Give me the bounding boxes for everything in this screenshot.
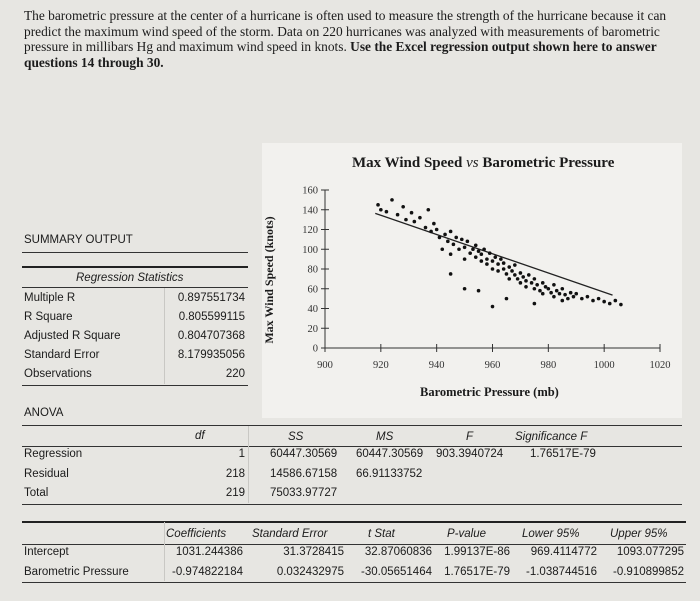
data-point: [519, 281, 523, 285]
data-point: [608, 302, 612, 306]
data-point: [555, 289, 559, 293]
data-point: [533, 302, 537, 306]
data-point: [619, 303, 623, 307]
data-point: [614, 299, 618, 303]
data-point: [591, 299, 595, 303]
data-point: [401, 205, 405, 209]
anova-cell-ss: 14586.67158: [270, 468, 338, 480]
data-point: [547, 287, 551, 291]
coef-header-rule: [22, 544, 686, 545]
data-point: [507, 265, 511, 269]
data-point: [560, 287, 564, 291]
data-point: [385, 210, 389, 214]
data-point: [602, 300, 606, 304]
data-point: [524, 279, 528, 283]
chart-x-axis-label: Barometric Pressure (mb): [420, 385, 559, 399]
anova-cell-label: Residual: [24, 468, 69, 480]
data-point: [413, 220, 417, 224]
data-point: [533, 277, 537, 281]
data-point: [502, 267, 506, 271]
summary-title: SUMMARY OUTPUT: [24, 234, 133, 246]
data-point: [477, 249, 481, 253]
data-point: [530, 281, 534, 285]
anova-cell-f: 903.3940724: [436, 448, 504, 460]
x-tick-label: 960: [484, 360, 501, 371]
data-point: [429, 230, 433, 234]
col-line: [164, 522, 165, 581]
data-point: [493, 255, 497, 259]
coef-cell-t: 32.87060836: [364, 546, 432, 558]
intro-instruction: Use the Excel regression output shown here to answer questions 14 through 30.: [24, 39, 657, 70]
data-point: [586, 295, 590, 299]
data-point: [482, 247, 486, 251]
reg-stat-value: 220: [225, 368, 245, 380]
data-point: [432, 222, 436, 226]
data-point: [496, 269, 500, 273]
data-point: [471, 247, 475, 251]
reg-stat-value: 0.805599115: [178, 311, 245, 323]
coef-cell-coef: 1031.244386: [175, 546, 243, 558]
coef-cell-p: 1.76517E-79: [444, 566, 510, 578]
trendline: [375, 213, 612, 295]
data-point: [457, 247, 461, 251]
y-tick-label: 20: [307, 323, 318, 335]
data-point: [491, 267, 495, 271]
coef-cell-se: 0.032432975: [276, 566, 344, 578]
data-point: [435, 228, 439, 232]
x-tick-label: 920: [372, 360, 389, 371]
data-point: [560, 299, 564, 303]
anova-cell-sig: 1.76517E-79: [530, 448, 596, 460]
coef-header-t: t Stat: [368, 528, 395, 540]
data-point: [424, 226, 428, 230]
intro-text: The barometric pressure at the center of a hurricane is often used to measure the strength of the hurricane because it can predict the maximum wind speed of the storm. Data on 220 hurricanes was analyzed with measurements of barometric pressure in millibars Hg and maximum wind speed in knots.: [24, 8, 667, 55]
data-point: [410, 211, 414, 215]
data-point: [541, 281, 545, 285]
anova-cell-label: Total: [24, 487, 49, 499]
data-point: [466, 240, 470, 244]
data-point: [552, 295, 556, 299]
anova-header-rule: [22, 446, 682, 447]
data-point: [519, 271, 523, 275]
data-point: [541, 292, 545, 296]
data-point: [491, 259, 495, 263]
data-point: [566, 297, 570, 301]
summary-divider: [22, 252, 248, 253]
coef-cell-coef: -0.974822184: [172, 566, 243, 578]
data-point: [533, 287, 537, 291]
coef-cell-lower: 969.4114772: [530, 546, 597, 558]
data-point: [446, 240, 450, 244]
data-point: [452, 243, 456, 247]
reg-stat-value: 8.179935056: [177, 349, 245, 361]
x-tick-label: 940: [428, 360, 445, 371]
y-tick-label: 120: [302, 225, 318, 236]
data-point: [477, 289, 481, 293]
data-point: [418, 216, 422, 220]
data-point: [474, 255, 478, 259]
anova-cell-ms: 66.91133752: [356, 468, 423, 480]
coef-cell-upper: -0.910899852: [613, 566, 684, 578]
data-point: [502, 261, 506, 265]
coef-cell-upper: 1093.077295: [616, 546, 684, 558]
data-point: [572, 295, 576, 299]
anova-header-sig: Significance F: [515, 431, 588, 443]
reg-stat-label: R Square: [24, 311, 73, 323]
data-point: [454, 236, 458, 240]
data-point: [574, 292, 578, 296]
data-point: [597, 297, 601, 301]
reg-stat-value: 0.897551734: [177, 292, 245, 304]
col-line: [248, 426, 249, 503]
coef-cell-t: -30.05651464: [361, 566, 432, 578]
anova-header-df: df: [195, 430, 205, 442]
data-point: [390, 198, 394, 202]
chart-title-end: Barometric Pressure: [482, 155, 615, 171]
data-point: [505, 272, 509, 276]
reg-stat-value: 0.804707368: [177, 330, 245, 342]
anova-cell-df: 1: [238, 448, 245, 460]
x-tick-label: 1000: [593, 360, 615, 371]
coef-header-se: Standard Error: [252, 528, 328, 540]
data-point: [480, 252, 484, 256]
data-point: [480, 259, 484, 263]
reg-stats-bottom-rule: [22, 385, 248, 386]
anova-cell-df: 218: [225, 468, 245, 480]
data-point: [513, 273, 517, 277]
data-point: [463, 287, 467, 291]
chart-title-vs: vs: [466, 155, 479, 171]
anova-header-f: F: [466, 431, 474, 443]
coef-cell-label: Intercept: [24, 546, 69, 558]
coef-cell-se: 31.3728415: [283, 546, 344, 558]
data-point: [535, 283, 539, 287]
reg-stats-title: Regression Statistics: [76, 272, 184, 284]
data-point: [485, 262, 489, 266]
y-tick-label: 40: [307, 304, 318, 315]
coef-cell-p: 1.99137E-86: [444, 546, 510, 558]
data-point: [538, 289, 542, 293]
data-point: [505, 297, 509, 301]
data-point: [499, 257, 503, 261]
data-point: [443, 233, 447, 237]
reg-stats-header-rule: [22, 287, 248, 288]
data-point: [516, 277, 520, 281]
data-point: [580, 297, 584, 301]
y-tick-label: 140: [302, 205, 318, 217]
coef-header-upper: Upper 95%: [610, 528, 668, 540]
reg-stat-label: Multiple R: [24, 292, 76, 304]
anova-top-rule: [22, 425, 682, 426]
data-point: [449, 272, 453, 276]
data-point: [396, 213, 400, 217]
data-point: [521, 275, 525, 279]
anova-header-ss: SS: [288, 431, 304, 443]
chart-title-main: Max Wind Speed: [352, 155, 463, 171]
data-point: [474, 244, 478, 248]
data-point: [376, 203, 380, 207]
anova-cell-ss: 75033.97727: [270, 487, 338, 499]
data-point: [569, 291, 573, 295]
anova-bottom-rule: [22, 504, 682, 505]
coef-cell-label: Barometric Pressure: [24, 566, 129, 578]
data-point: [379, 208, 383, 212]
reg-stat-label: Observations: [24, 368, 92, 380]
data-point: [558, 292, 562, 296]
coef-header-p: P-value: [447, 528, 486, 540]
anova-cell-ms: 60447.30569: [356, 448, 424, 460]
data-point: [563, 293, 567, 297]
reg-stat-label: Standard Error: [24, 349, 100, 361]
y-tick-label: 60: [307, 284, 318, 296]
data-point: [463, 245, 467, 249]
data-point: [463, 257, 467, 261]
data-point: [549, 291, 553, 295]
data-point: [527, 273, 531, 277]
chart-y-axis-label: Max Wind Speed (knots): [262, 216, 276, 344]
anova-cell-label: Regression: [24, 448, 83, 460]
data-point: [440, 247, 444, 251]
coef-header-lower: Lower 95%: [522, 528, 580, 540]
y-tick-label: 0: [312, 343, 318, 355]
reg-stats-top-rule: [22, 266, 248, 268]
coef-top-rule: [22, 521, 686, 523]
col-line: [164, 288, 165, 384]
data-point: [438, 236, 442, 240]
anova-title: ANOVA: [24, 407, 64, 419]
data-point: [507, 277, 511, 281]
x-tick-label: 1020: [649, 360, 671, 371]
coef-cell-lower: -1.038744516: [526, 566, 597, 578]
anova-header-ms: MS: [376, 431, 394, 443]
data-point: [524, 285, 528, 289]
data-point: [488, 251, 492, 255]
data-point: [449, 230, 453, 234]
y-tick-label: 100: [302, 244, 318, 256]
data-point: [552, 283, 556, 287]
data-point: [485, 257, 489, 261]
data-point: [496, 262, 500, 266]
data-point: [449, 252, 453, 256]
data-point: [404, 218, 408, 222]
data-point: [468, 251, 472, 255]
anova-cell-ss: 60447.30569: [270, 448, 338, 460]
reg-stat-label: Adjusted R Square: [24, 330, 121, 342]
x-tick-label: 980: [540, 360, 557, 371]
anova-cell-df: 219: [225, 487, 245, 499]
data-point: [510, 269, 514, 273]
data-point: [460, 238, 464, 242]
data-point: [426, 208, 430, 212]
data-point: [513, 263, 517, 267]
coef-bottom-rule: [22, 582, 686, 583]
y-tick-label: 160: [302, 185, 318, 197]
x-tick-label: 900: [317, 360, 333, 371]
y-tick-label: 80: [307, 264, 318, 276]
data-point: [491, 305, 495, 309]
coef-header-coef: Coefficients: [166, 528, 227, 540]
